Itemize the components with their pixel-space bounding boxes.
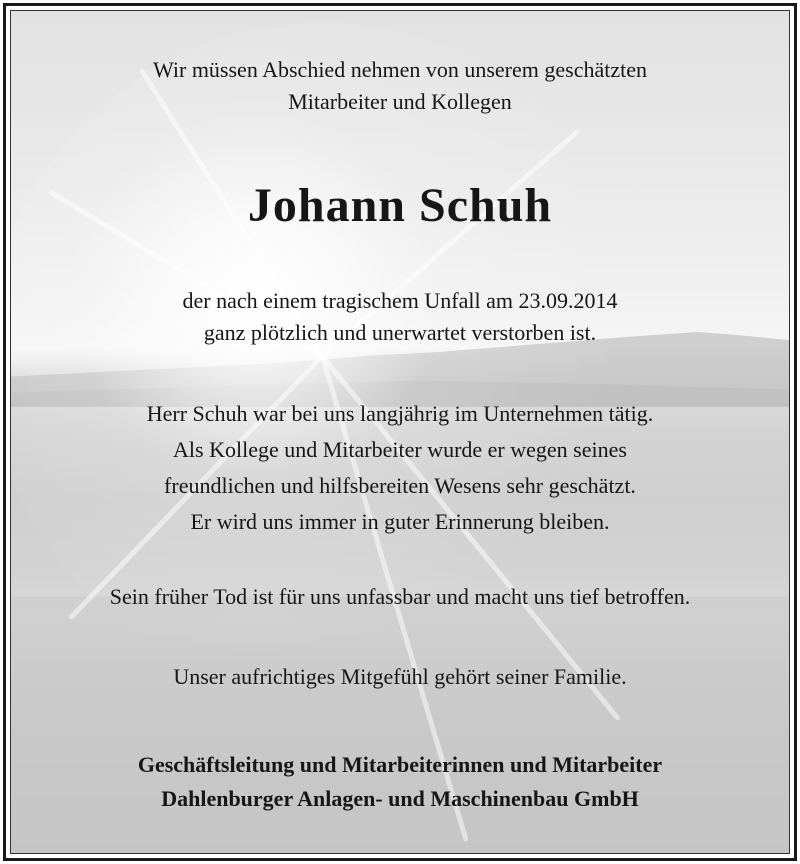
deceased-name: Johann Schuh (247, 179, 553, 232)
death-line: ganz plötzlich und unerwartet verstorben ist. (203, 320, 597, 345)
tribute-line: Er wird uns immer in guter Erinnerung bleiben. (190, 509, 610, 534)
signature-block (10, 748, 790, 816)
notice-text (10, 10, 790, 854)
shock-statement: Sein früher Tod ist für uns unfassbar und macht uns tief betroffen. (109, 584, 691, 609)
death-statement (10, 285, 790, 349)
sympathy-statement: Unser aufrichtiges Mitgefühl gehört seiner Familie. (173, 664, 627, 689)
tribute-line: freundlichen und hilfsbereiten Wesens sehr geschätzt. (164, 473, 636, 498)
company-name: Dahlenburger Anlagen- und Maschinenbau GmbH (161, 786, 639, 811)
intro-line: Mitarbeiter und Kollegen (288, 89, 512, 114)
intro-text (10, 54, 790, 118)
tribute-paragraph (10, 396, 790, 540)
intro-line: Wir müssen Abschied nehmen von unserem geschätzten (153, 57, 647, 82)
tribute-line: Herr Schuh war bei uns langjährig im Unternehmen tätig. (146, 401, 654, 426)
signature-line: Geschäftsleitung und Mitarbeiterinnen und Mitarbeiter (137, 752, 663, 777)
tribute-line: Als Kollege und Mitarbeiter wurde er wegen seines (173, 437, 627, 462)
death-line: der nach einem tragischem Unfall am 23.09.2014 (182, 288, 618, 313)
